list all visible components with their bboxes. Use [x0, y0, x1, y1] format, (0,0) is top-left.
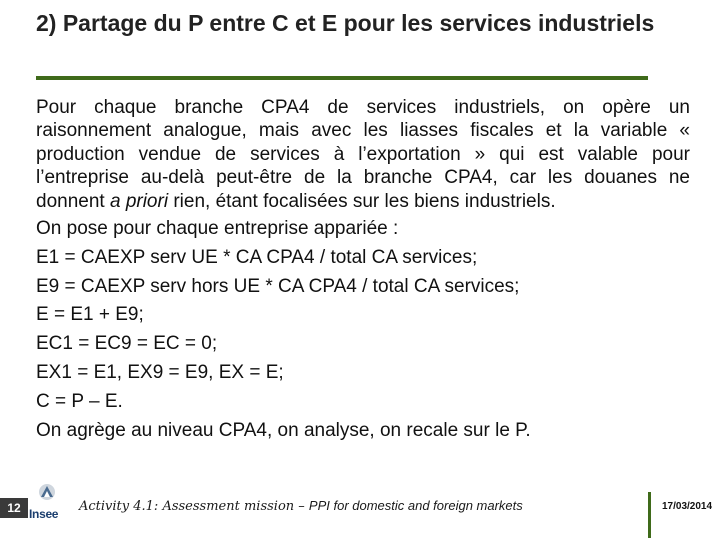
- body-line: E1 = CAEXP serv UE * CA CPA4 / total CA services;: [36, 246, 478, 268]
- body-line: EX1 = E1, EX9 = E9, EX = E;: [36, 362, 284, 384]
- body-line: C = P – E.: [36, 390, 123, 412]
- footer-activity: [79, 498, 523, 514]
- intro-text-2: rien, étant focalisées sur les biens industriels.: [168, 190, 556, 212]
- intro-text-1: Pour chaque branche CPA4 de services industriels, on opère un raisonnement analogue, mais avec les liasses fiscales et la variable « production vendue de services à l’exportation » qui est valable pour l’entreprise au-delà peut-être de la branche CPA4, car les douanes ne donnent: [36, 97, 690, 212]
- body-line: E9 = CAEXP serv hors UE * CA CPA4 / total CA services;: [36, 275, 520, 297]
- body-line: On pose pour chaque entreprise appariée :: [36, 218, 399, 240]
- intro-paragraph: [36, 96, 690, 213]
- body-line: E = E1 + E9;: [36, 304, 144, 326]
- logo-text: Insee: [29, 507, 59, 521]
- insee-logo: [29, 483, 65, 521]
- slide-date: 17/03/2014: [662, 501, 713, 512]
- body-line: EC1 = EC9 = EC = 0;: [36, 333, 218, 355]
- body-line: On agrège au niveau CPA4, on analyse, on recale sur le P.: [36, 419, 531, 441]
- slide-number: 12: [0, 498, 28, 518]
- activity-title: Activity 4.1: Assessment mission –: [79, 499, 309, 514]
- intro-italic: a priori: [109, 190, 169, 212]
- slide-title: 2) Partage du P entre C et E pour les services industriels: [36, 10, 655, 36]
- logo-mark-icon: [37, 483, 57, 505]
- slide-body: [36, 96, 690, 445]
- title-underline: [36, 76, 648, 80]
- activity-subtitle: PPI for domestic and foreign markets: [308, 498, 523, 513]
- footer-divider: [648, 492, 651, 538]
